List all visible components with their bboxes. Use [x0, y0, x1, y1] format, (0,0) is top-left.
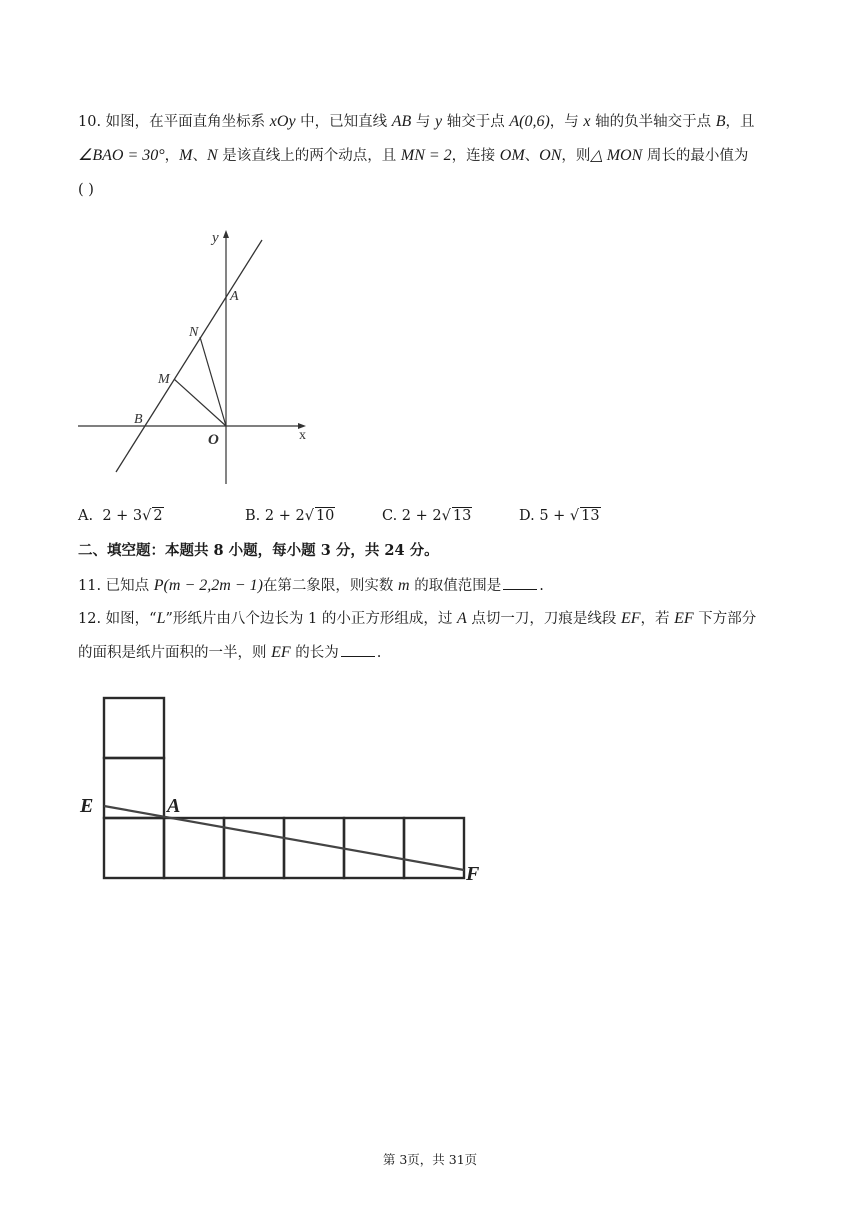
q12-line-2: 的面积是纸片面积的一半，则 EF 的长为 .	[78, 644, 382, 661]
q12-l-shape-figure	[76, 690, 496, 890]
q11-line: 11. 已知点 P(m − 2,2m − 1)在第二象限，则实数 m 的取值范围是 .	[78, 577, 544, 594]
point-e-label: E	[80, 795, 94, 817]
q10-answer-paren: ( )	[78, 182, 94, 198]
y-axis-label: y	[212, 230, 219, 246]
page-footer: 第 3页，共 31页	[382, 1152, 478, 1167]
answer-blank	[341, 642, 375, 657]
point-b-label: B	[134, 412, 143, 427]
answer-blank	[503, 575, 537, 590]
q12-line-1: 12. 如图，“L”形纸片由八个边长为 1 的小正方形组成，过 A 点切一刀，刀痕是线段 EF，若 EF 下方部分	[78, 610, 757, 627]
point-f-label: F	[466, 863, 480, 885]
point-a-label: A	[167, 795, 181, 817]
point-a-label: A	[230, 289, 239, 304]
point-o-label: O	[208, 432, 219, 448]
q10-line-2: ∠BAO = 30°，M、N 是该直线上的两个动点，且 MN = 2，连接 OM、ON，则△ MON 周长的最小值为	[78, 147, 749, 164]
section-2-heading: 二、填空题：本题共 8 小题，每小题 3 分，共 24 分。	[78, 542, 439, 559]
option-a: A. 2 + 3√ 2	[78, 508, 163, 524]
point-n-label: N	[189, 325, 199, 340]
q10-coordinate-figure	[70, 222, 330, 484]
option-b: B. 2 + 2√ 10	[245, 508, 335, 524]
option-c: C. 2 + 2√ 13	[382, 508, 472, 524]
q10-line-1: 10. 如图，在平面直角坐标系 xOy 中，已知直线 AB 与 y 轴交于点 A(0,6)，与 x 轴的负半轴交于点 B，且	[78, 113, 755, 130]
x-axis-label: x	[299, 428, 306, 443]
option-d: D. 5 + √ 13	[519, 508, 600, 524]
point-m-label: M	[158, 372, 170, 387]
